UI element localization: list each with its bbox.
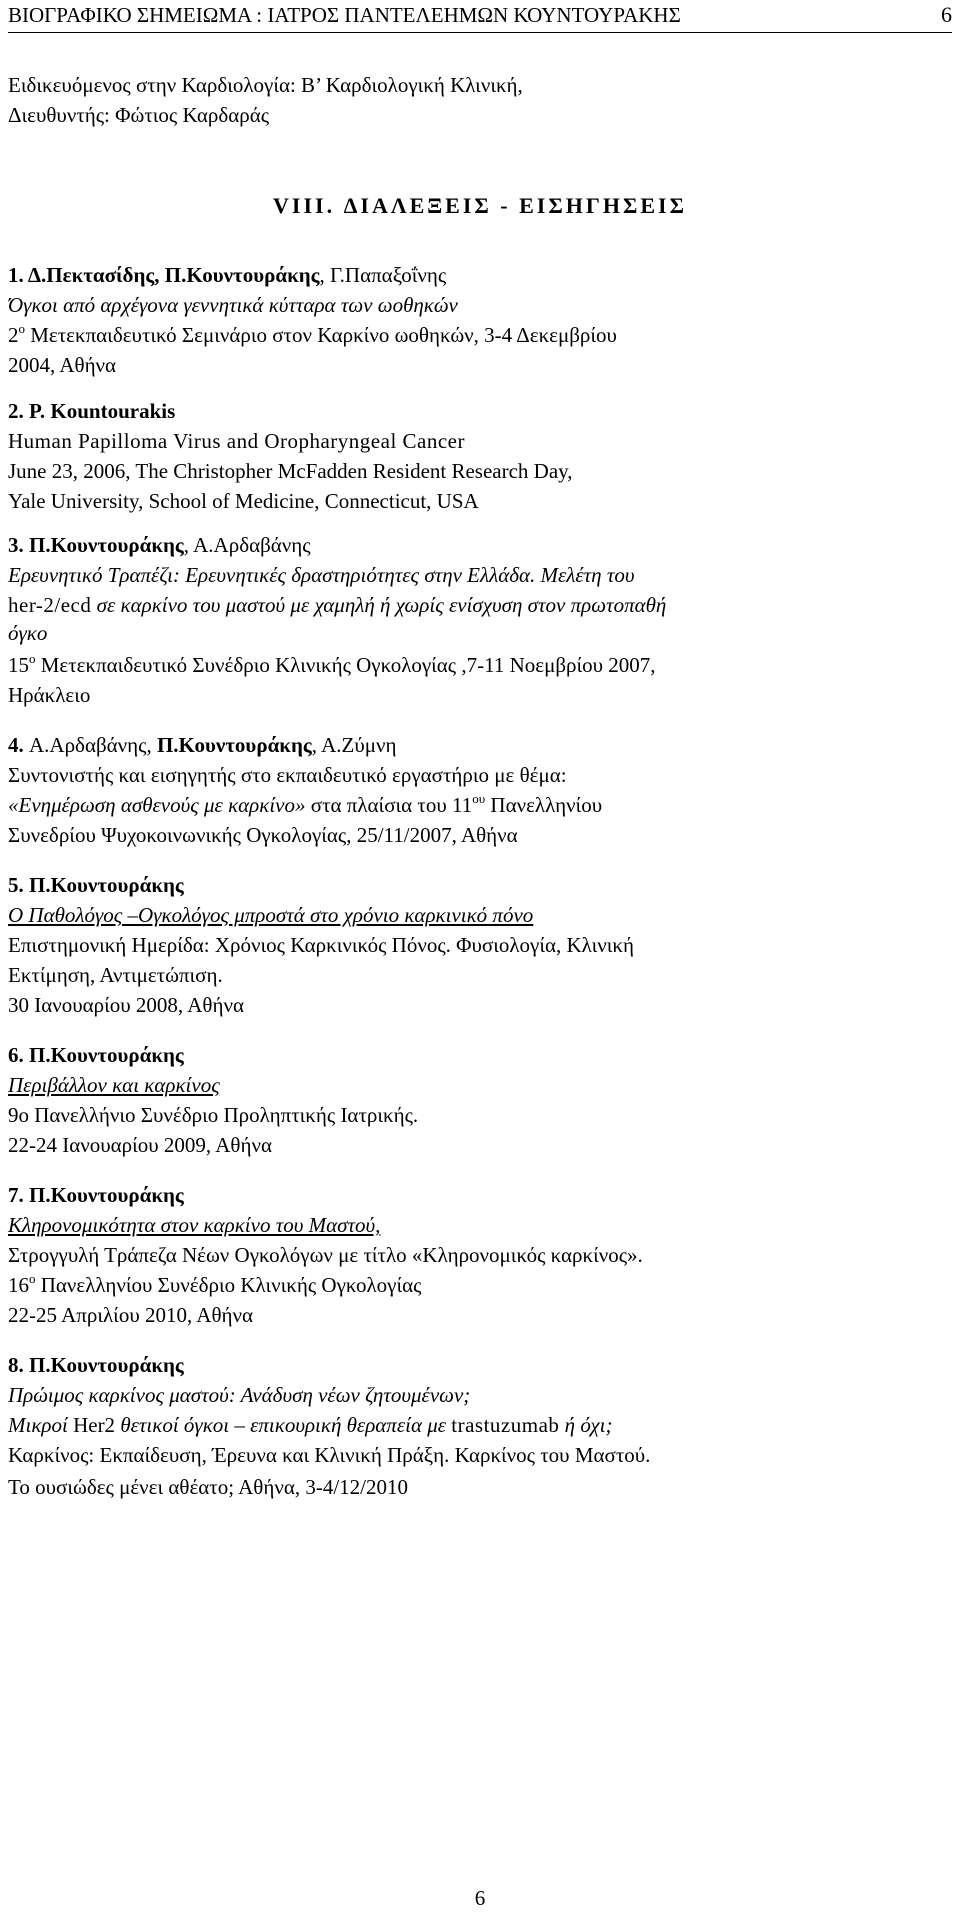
item-1-title: Όγκοι από αρχέγονα γεννητικά κύτταρα των ωοθηκών — [8, 293, 458, 317]
item-2-author: 2. P. Kountourakis — [8, 399, 176, 423]
item-8-author: 8. Π.Κουντουράκης — [8, 1353, 184, 1377]
footer-page-number: 6 — [474, 1886, 486, 1910]
item-8-line-3: Το ουσιώδες μένει αθέατο; Αθήνα, 3-4/12/2010 — [8, 1475, 409, 1499]
item-5-author: 5. Π.Κουντουράκης — [8, 873, 184, 897]
item-8-line-1: Μικροί Her2 θετικοί όγκοι – επικουρική θεραπεία με trastuzumab ή όχι; — [8, 1413, 613, 1437]
item-3-venue: $15^o$ Μετεκπαιδευτικό Συνέδριο Κλινικής Ογκολογίας ,7-11 Νοεμβρίου 2007, — [8, 651, 656, 677]
item-2-title: Human Papilloma Virus and Oropharyngeal Cancer — [8, 429, 465, 453]
item-3-title-line-3: όγκο — [8, 621, 48, 645]
header-page-number: 6 — [941, 2, 952, 27]
item-7-line-3: 22-25 Απριλίου 2010, Αθήνα — [8, 1303, 254, 1327]
item-3-title-line-2: her-2/ecd σε καρκίνο του μαστού με χαμηλή ή χωρίς ενίσχυση στον πρωτοπαθή — [8, 593, 667, 617]
item-5-line-3: 30 Ιανουαρίου 2008, Αθήνα — [8, 993, 244, 1017]
item-6-title: Περιβάλλον και καρκίνος — [8, 1073, 220, 1097]
section-title: VIII. ΔΙΑΛΕΞΕΙΣ - ΕΙΣΗΓΗΣΕΙΣ — [273, 193, 687, 218]
running-header — [8, 0, 952, 33]
item-7-title: Κληρονομικότητα στον καρκίνο του Μαστού, — [8, 1213, 381, 1237]
item-4-line-2: «Ενημέρωση ασθενούς με καρκίνο» στα πλαίσια του $11^{o\upsilon}$ Πανελληνίου — [8, 791, 603, 817]
item-3-place: Ηράκλειο — [8, 683, 91, 707]
item-1-venue: $2^o$ Μετεκπαιδευτικό Σεμινάριο στον Καρκίνο ωοθηκών, 3-4 Δεκεμβρίου — [8, 321, 617, 347]
item-5-line-1: Επιστημονική Ημερίδα: Χρόνιος Καρκινικός Πόνος. Φυσιολογία, Κλινική — [8, 933, 634, 957]
header-title: ΒΙΟΓΡΑΦΙΚΟ ΣΗΜΕΙΩΜΑ : ΙΑΤΡΟΣ ΠΑΝΤΕΛΕΗΜΩΝ ΚΟΥΝΤΟΥΡΑΚΗΣ — [8, 3, 681, 27]
item-2-venue: June 23, 2006, The Christopher McFadden Resident Research Day, — [8, 459, 573, 483]
item-1-date: 2004, Αθήνα — [8, 353, 117, 377]
item-5-title: Ο Παθολόγος –Ογκολόγος μπροστά στο χρόνιο καρκινικό πόνο — [8, 903, 534, 927]
item-8-title: Πρώιμος καρκίνος μαστού: Ανάδυση νέων ζητουμένων; — [8, 1383, 471, 1407]
item-5-line-2: Εκτίμηση, Αντιμετώπιση. — [8, 963, 223, 987]
item-7-author: 7. Π.Κουντουράκης — [8, 1183, 184, 1207]
item-3-authors: 3. Π.Κουντουράκης, Α.Αρδαβάνης — [8, 533, 311, 557]
item-6-line-1: 9ο Πανελλήνιο Συνέδριο Προληπτικής Ιατρικής. — [8, 1103, 419, 1127]
item-8-line-2: Καρκίνος: Εκπαίδευση, Έρευνα και Κλινική Πράξη. Καρκίνος του Μαστού. — [8, 1443, 651, 1467]
item-6-author: 6. Π.Κουντουράκης — [8, 1043, 184, 1067]
item-1-authors: 1. Δ.Πεκτασίδης, Π.Κουντουράκης, Γ.Παπαξοΐνης — [8, 263, 447, 287]
intro-line-1: Ειδικευόμενος στην Καρδιολογία: Β’ Καρδιολογική Κλινική, — [8, 73, 523, 97]
item-4-authors: 4. Α.Αρδαβάνης, Π.Κουντουράκης, Α.Ζύμνη — [8, 733, 397, 757]
item-7-line-1: Στρογγυλή Τράπεζα Νέων Ογκολόγων με τίτλο «Κληρονομικός καρκίνος». — [8, 1243, 643, 1267]
item-2-place: Yale University, School of Medicine, Connecticut, USA — [8, 489, 479, 513]
item-4-line-1: Συντονιστής και εισηγητής στο εκπαιδευτικό εργαστήριο με θέμα: — [8, 763, 567, 787]
item-6-line-2: 22-24 Ιανουαρίου 2009, Αθήνα — [8, 1133, 272, 1157]
intro-line-2: Διευθυντής: Φώτιος Καρδαράς — [8, 103, 270, 127]
item-7-line-2: $16^o$ Πανελληνίου Συνέδριο Κλινικής Ογκολογίας — [8, 1271, 422, 1297]
item-4-line-3: Συνεδρίου Ψυχοκοινωνικής Ογκολογίας, 25/11/2007, Αθήνα — [8, 823, 518, 847]
item-3-title-line-1: Ερευνητικό Τραπέζι: Ερευνητικές δραστηριότητες στην Ελλάδα. Μελέτη του — [8, 563, 635, 587]
